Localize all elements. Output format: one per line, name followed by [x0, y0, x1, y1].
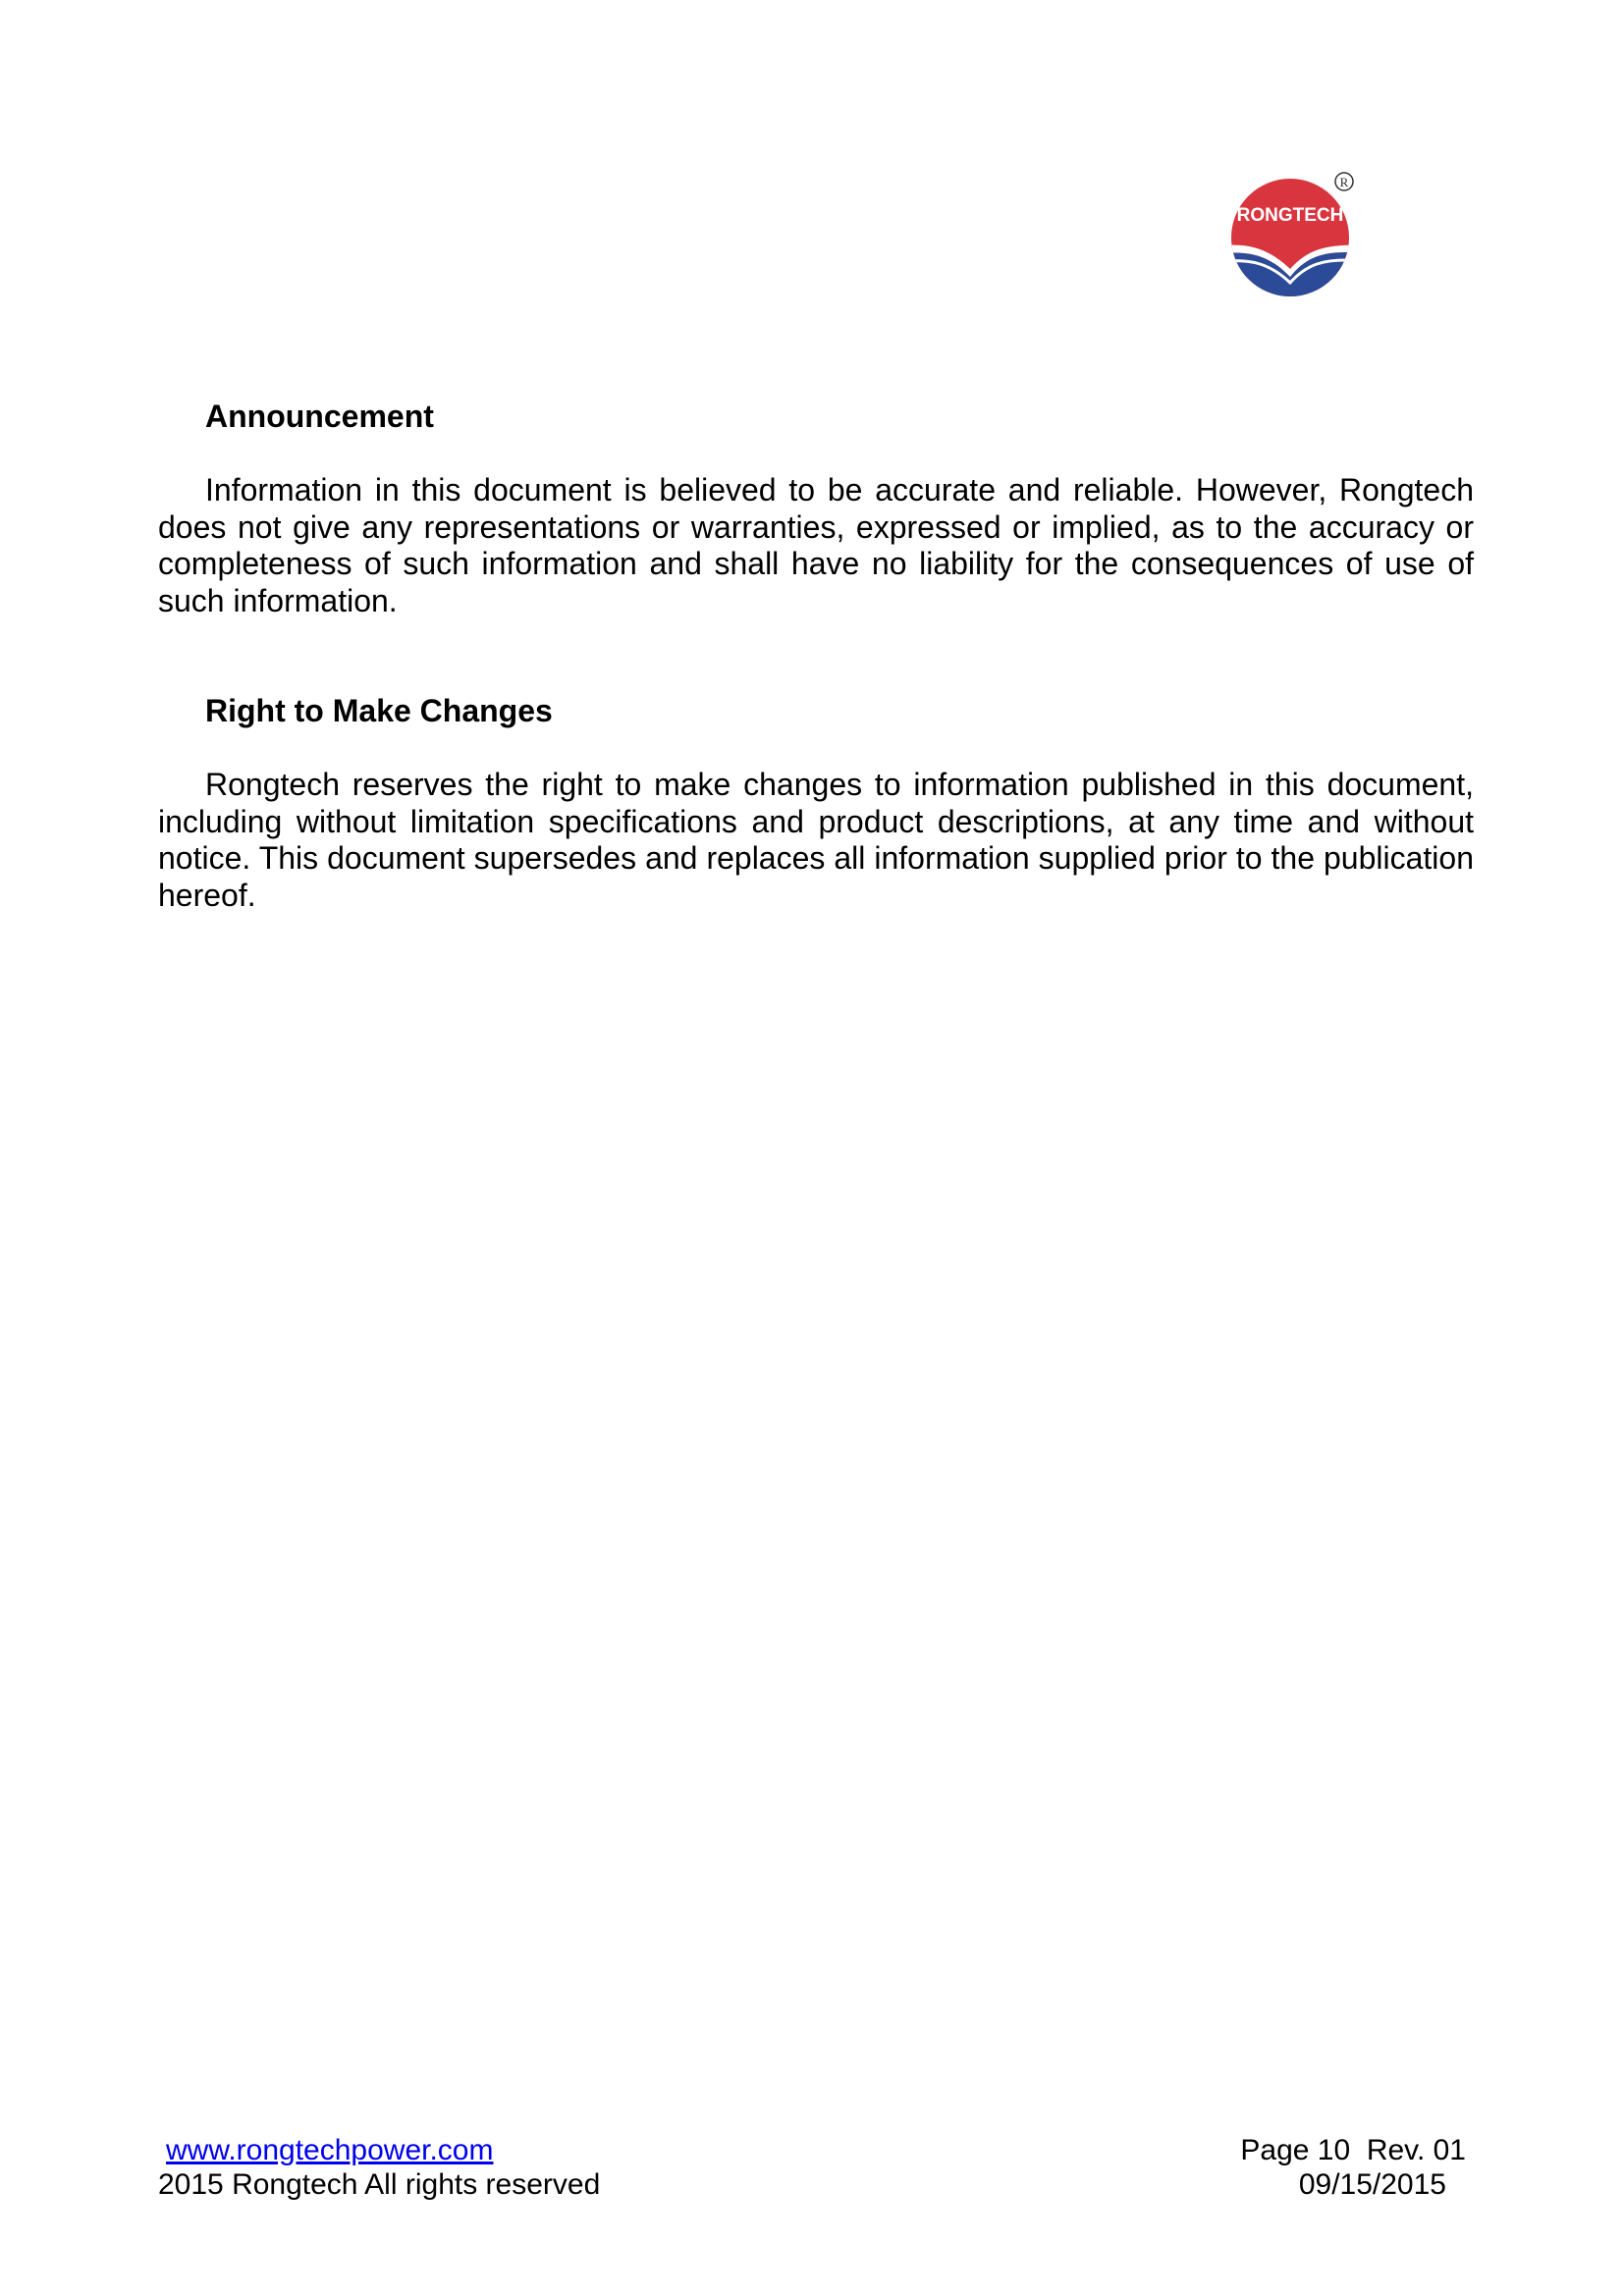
- website-link[interactable]: www.rongtechpower.com: [166, 2134, 494, 2166]
- announcement-paragraph: Information in this document is believed to be accurate and reliable. However, Rongtech does not give any representations or warranties, expressed or implied, as to the accuracy or completeness of such information and shall have no liability for the consequences of use of such information.: [158, 472, 1474, 618]
- announcement-heading: Announcement: [205, 399, 434, 434]
- footer-right: [1240, 2133, 1466, 2202]
- right-to-make-changes-heading: Right to Make Changes: [205, 693, 553, 728]
- logo-text: RONGTECH: [1236, 205, 1344, 226]
- document-date: 09/15/2015: [1298, 2168, 1446, 2201]
- footer-left: [158, 2133, 600, 2202]
- svg-text:R: R: [1339, 175, 1349, 189]
- rongtech-logo: [1225, 167, 1363, 304]
- logo-graphic: [1225, 167, 1363, 304]
- page-revision: Page 10 Rev. 01: [1240, 2134, 1466, 2166]
- right-to-make-changes-paragraph: Rongtech reserves the right to make changes to information published in this document, including without limitation specifications and product descriptions, at any time and without notice. This document supersedes and replaces all information supplied prior to the publication hereof.: [158, 767, 1474, 913]
- copyright-text: 2015 Rongtech All rights reserved: [158, 2168, 601, 2201]
